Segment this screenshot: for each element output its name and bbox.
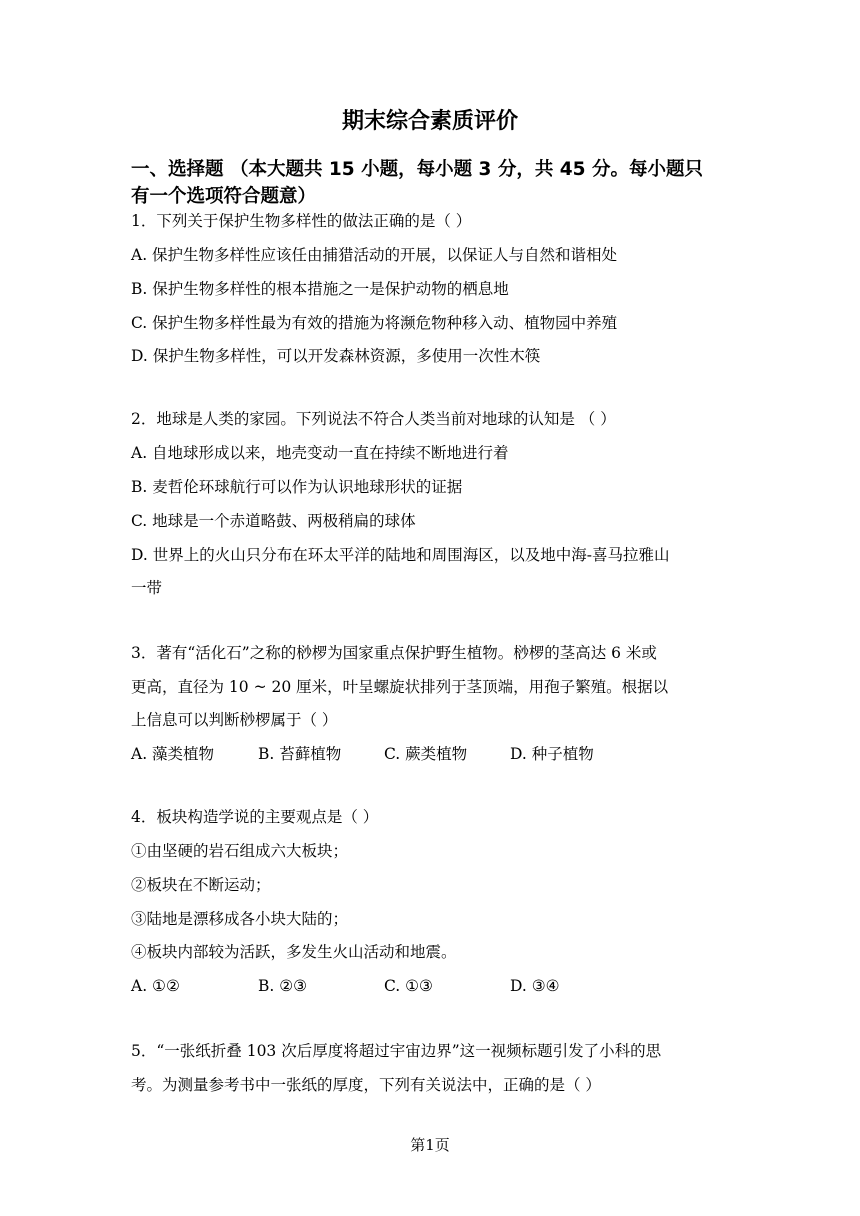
- q1-option-b: B. 保护生物多样性的根本措施之一是保护动物的栖息地: [131, 280, 509, 298]
- q2-option-d-line-2: 一带: [131, 579, 163, 597]
- q4-options: [131, 976, 731, 996]
- q4-stem: 4．板块构造学说的主要观点是（ ）: [131, 808, 379, 826]
- q4-statement-1: ①由坚硬的岩石组成六大板块；: [131, 842, 349, 860]
- q5-stem-line-1: 5．“一张纸折叠 103 次后厚度将超过宇宙边界”这一视频标题引发了小科的思: [131, 1042, 662, 1060]
- q3-stem-line-1: 3．著有“活化石”之称的桫椤为国家重点保护野生植物。桫椤的茎高达 6 米或: [131, 644, 657, 662]
- section-heading: [131, 156, 731, 210]
- section-heading-line-2: 有一个选项符合题意）: [131, 186, 317, 207]
- q2-option-b: B. 麦哲伦环球航行可以作为认识地球形状的证据: [131, 478, 463, 496]
- q2-option-d-line-1: D. 世界上的火山只分布在环太平洋的陆地和周围海区，以及地中海-喜马拉雅山: [131, 546, 670, 564]
- q3-option-b: B. 苔藓植物: [258, 745, 342, 763]
- q3-stem-line-3: 上信息可以判断桫椤属于（ ）: [131, 711, 338, 729]
- q3-option-d: D. 种子植物: [510, 745, 594, 763]
- q3-stem-line-2: 更高，直径为 10 ~ 20 厘米，叶呈螺旋状排列于茎顶端，用孢子繁殖。根据以: [131, 678, 669, 696]
- q3-option-c: C. 蕨类植物: [384, 745, 468, 763]
- q2-stem: 2．地球是人类的家园。下列说法不符合人类当前对地球的认知是 （ ）: [131, 410, 616, 428]
- page-title: 期末综合素质评价: [341, 109, 518, 134]
- page-number: 第1页: [410, 1136, 450, 1154]
- q4-option-c: C. ①③: [384, 977, 433, 995]
- q4-statement-3: ③陆地是漂移成各小块大陆的；: [131, 910, 349, 928]
- q4-statement-4: ④板块内部较为活跃，多发生火山活动和地震。: [131, 943, 457, 961]
- q1-option-d: D. 保护生物多样性，可以开发森林资源，多使用一次性木筷: [131, 347, 541, 365]
- q1-stem: 1．下列关于保护生物多样性的做法正确的是（ ）: [131, 212, 472, 230]
- q3-option-a: A. 藻类植物: [131, 745, 215, 763]
- q2-option-a: A. 自地球形成以来，地壳变动一直在持续不断地进行着: [131, 444, 509, 462]
- q1-option-a: A. 保护生物多样性应该任由捕猎活动的开展，以保证人与自然和谐相处: [131, 246, 618, 264]
- q1-option-c: C. 保护生物多样性最为有效的措施为将濒危物种移入动、植物园中养殖: [131, 314, 618, 332]
- q4-option-a: A. ①②: [131, 977, 180, 995]
- q2-option-c: C. 地球是一个赤道略鼓、两极稍扁的球体: [131, 512, 416, 530]
- q4-option-d: D. ③④: [510, 977, 560, 995]
- q4-statement-2: ②板块在不断运动；: [131, 876, 271, 894]
- q4-option-b: B. ②③: [258, 977, 308, 995]
- q3-options: [131, 744, 731, 764]
- q5-stem-line-2: 考。为测量参考书中一张纸的厚度，下列有关说法中，正确的是（ ）: [131, 1076, 601, 1094]
- section-heading-line-1: 一、选择题 （本大题共 15 小题，每小题 3 分，共 45 分。每小题只: [131, 159, 703, 180]
